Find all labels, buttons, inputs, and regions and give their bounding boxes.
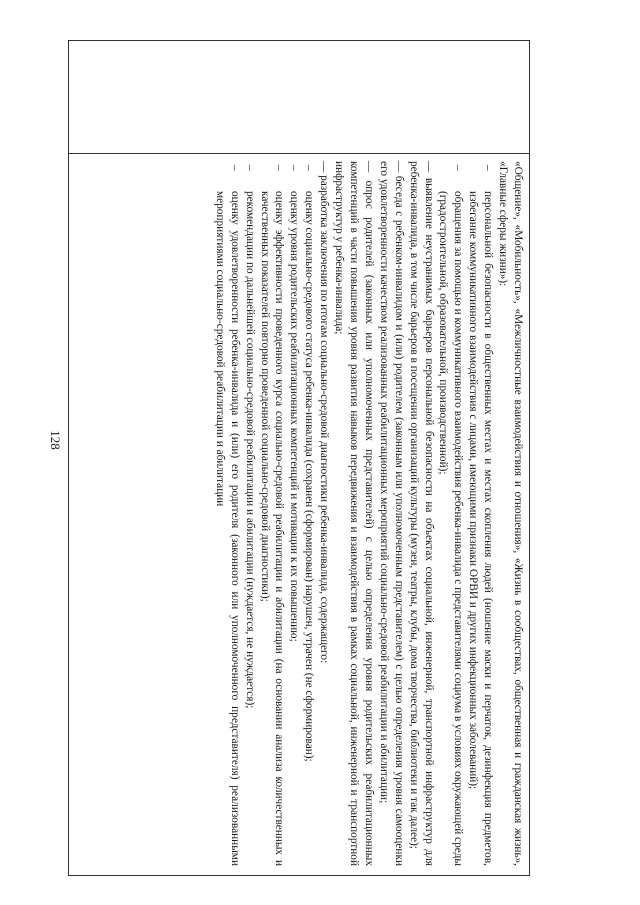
paragraph: — выявление неустранимых барьеров персональной безопасности на объектах социальной, инженерной, транспортной инфраструктур для ребенка-инвалида, в том числе барьеров в посещении организаций культуры (музеи, театры, клубы, дома творчества, библиотеки и так далее);: [407, 161, 435, 866]
list-item: [257, 161, 287, 866]
list-item-text: рекомендации по дальнейшей социально-средовой реабилитации и абилитации (нуждается, не нуждается);: [243, 191, 256, 709]
page-number: 128: [48, 430, 63, 450]
list-item: [212, 161, 242, 866]
table-cell-content: [72, 157, 527, 872]
list-item-text: оценку эффективности проведенного курса социально-средовой реабилитации и абилитации (на основании анализа количественных и качественных показателей повторно проведенной социально-средовой диагностики);: [258, 191, 286, 866]
list-item-text: оценку удовлетворенности ребенка-инвалида и (или) его родителя (законного или уполномоченного представителя) реализованными мероприятиями социально-средовой реабилитации и абилитации: [213, 191, 241, 866]
list-item: [301, 161, 316, 866]
list-item-text: обращения за помощью и коммуникативного взаимодействия ребенка-инвалида с представителями социума в условиях окружающей среды (градостроительной, образовательной, производственной);: [437, 191, 465, 866]
empty-table-cell: [69, 41, 529, 154]
dash-marker: –: [243, 165, 256, 171]
dash-marker: –: [273, 165, 286, 171]
dash-marker: –: [228, 165, 241, 171]
dash-marker: –: [288, 165, 301, 171]
list-item-text: оценку уровня родительских реабилитационных компетенций и мотивации к их повышению;: [288, 191, 301, 642]
intro-paragraph: «Общение», «Мобильность», «Межличностные взаимодействия и отношения», «Жизнь в сообществах, общественная и гражданская жизнь», «Главные сферы жизни»):: [497, 161, 524, 866]
list-item: [436, 161, 466, 866]
dash-marker: –: [482, 165, 495, 171]
list-item: [465, 161, 495, 866]
list-item-text: оценку социально-средового статуса ребенка-инвалида (сохранен (сформирован) нарушен, утрачен (не сформирован);: [303, 191, 316, 762]
dash-marker: –: [452, 165, 465, 171]
list-item: [287, 161, 302, 866]
paragraph: — беседа с ребенком-инвалидом и (или) родителем (законным или уполномоченным представителем) с целью определения уровня самооценки его удовлетворенности качеством реализованных реабилитационных мероприятий социально-средовой реабилитации и абилитации;: [377, 161, 405, 866]
list-item-text: персональной безопасности в общественных местах и местах скопления людей (ношение маски и перчаток, дезинфекция предметов, избегание коммуникативного взаимодействия с лицами, имеющими признаки ОРВИ и других инфекционных заболеваний);: [467, 191, 495, 866]
rotated-text-block: [72, 157, 527, 870]
dash-marker: –: [303, 165, 316, 171]
paragraph: — разработка заключения по итогам социально-средовой диагностики ребенка-инвалида, содержащего:: [318, 161, 331, 664]
list-item: [242, 161, 257, 866]
paragraph: — опрос родителей (законных или уполномоченных представителей) с целью определения уровня родительских реабилитационных компетенций в части повышения уровня развития навыков передвижения и взаимодействия в рамках социальной, инженерной и транспортной инфраструктур у ребенка-инвалида;: [333, 161, 375, 866]
